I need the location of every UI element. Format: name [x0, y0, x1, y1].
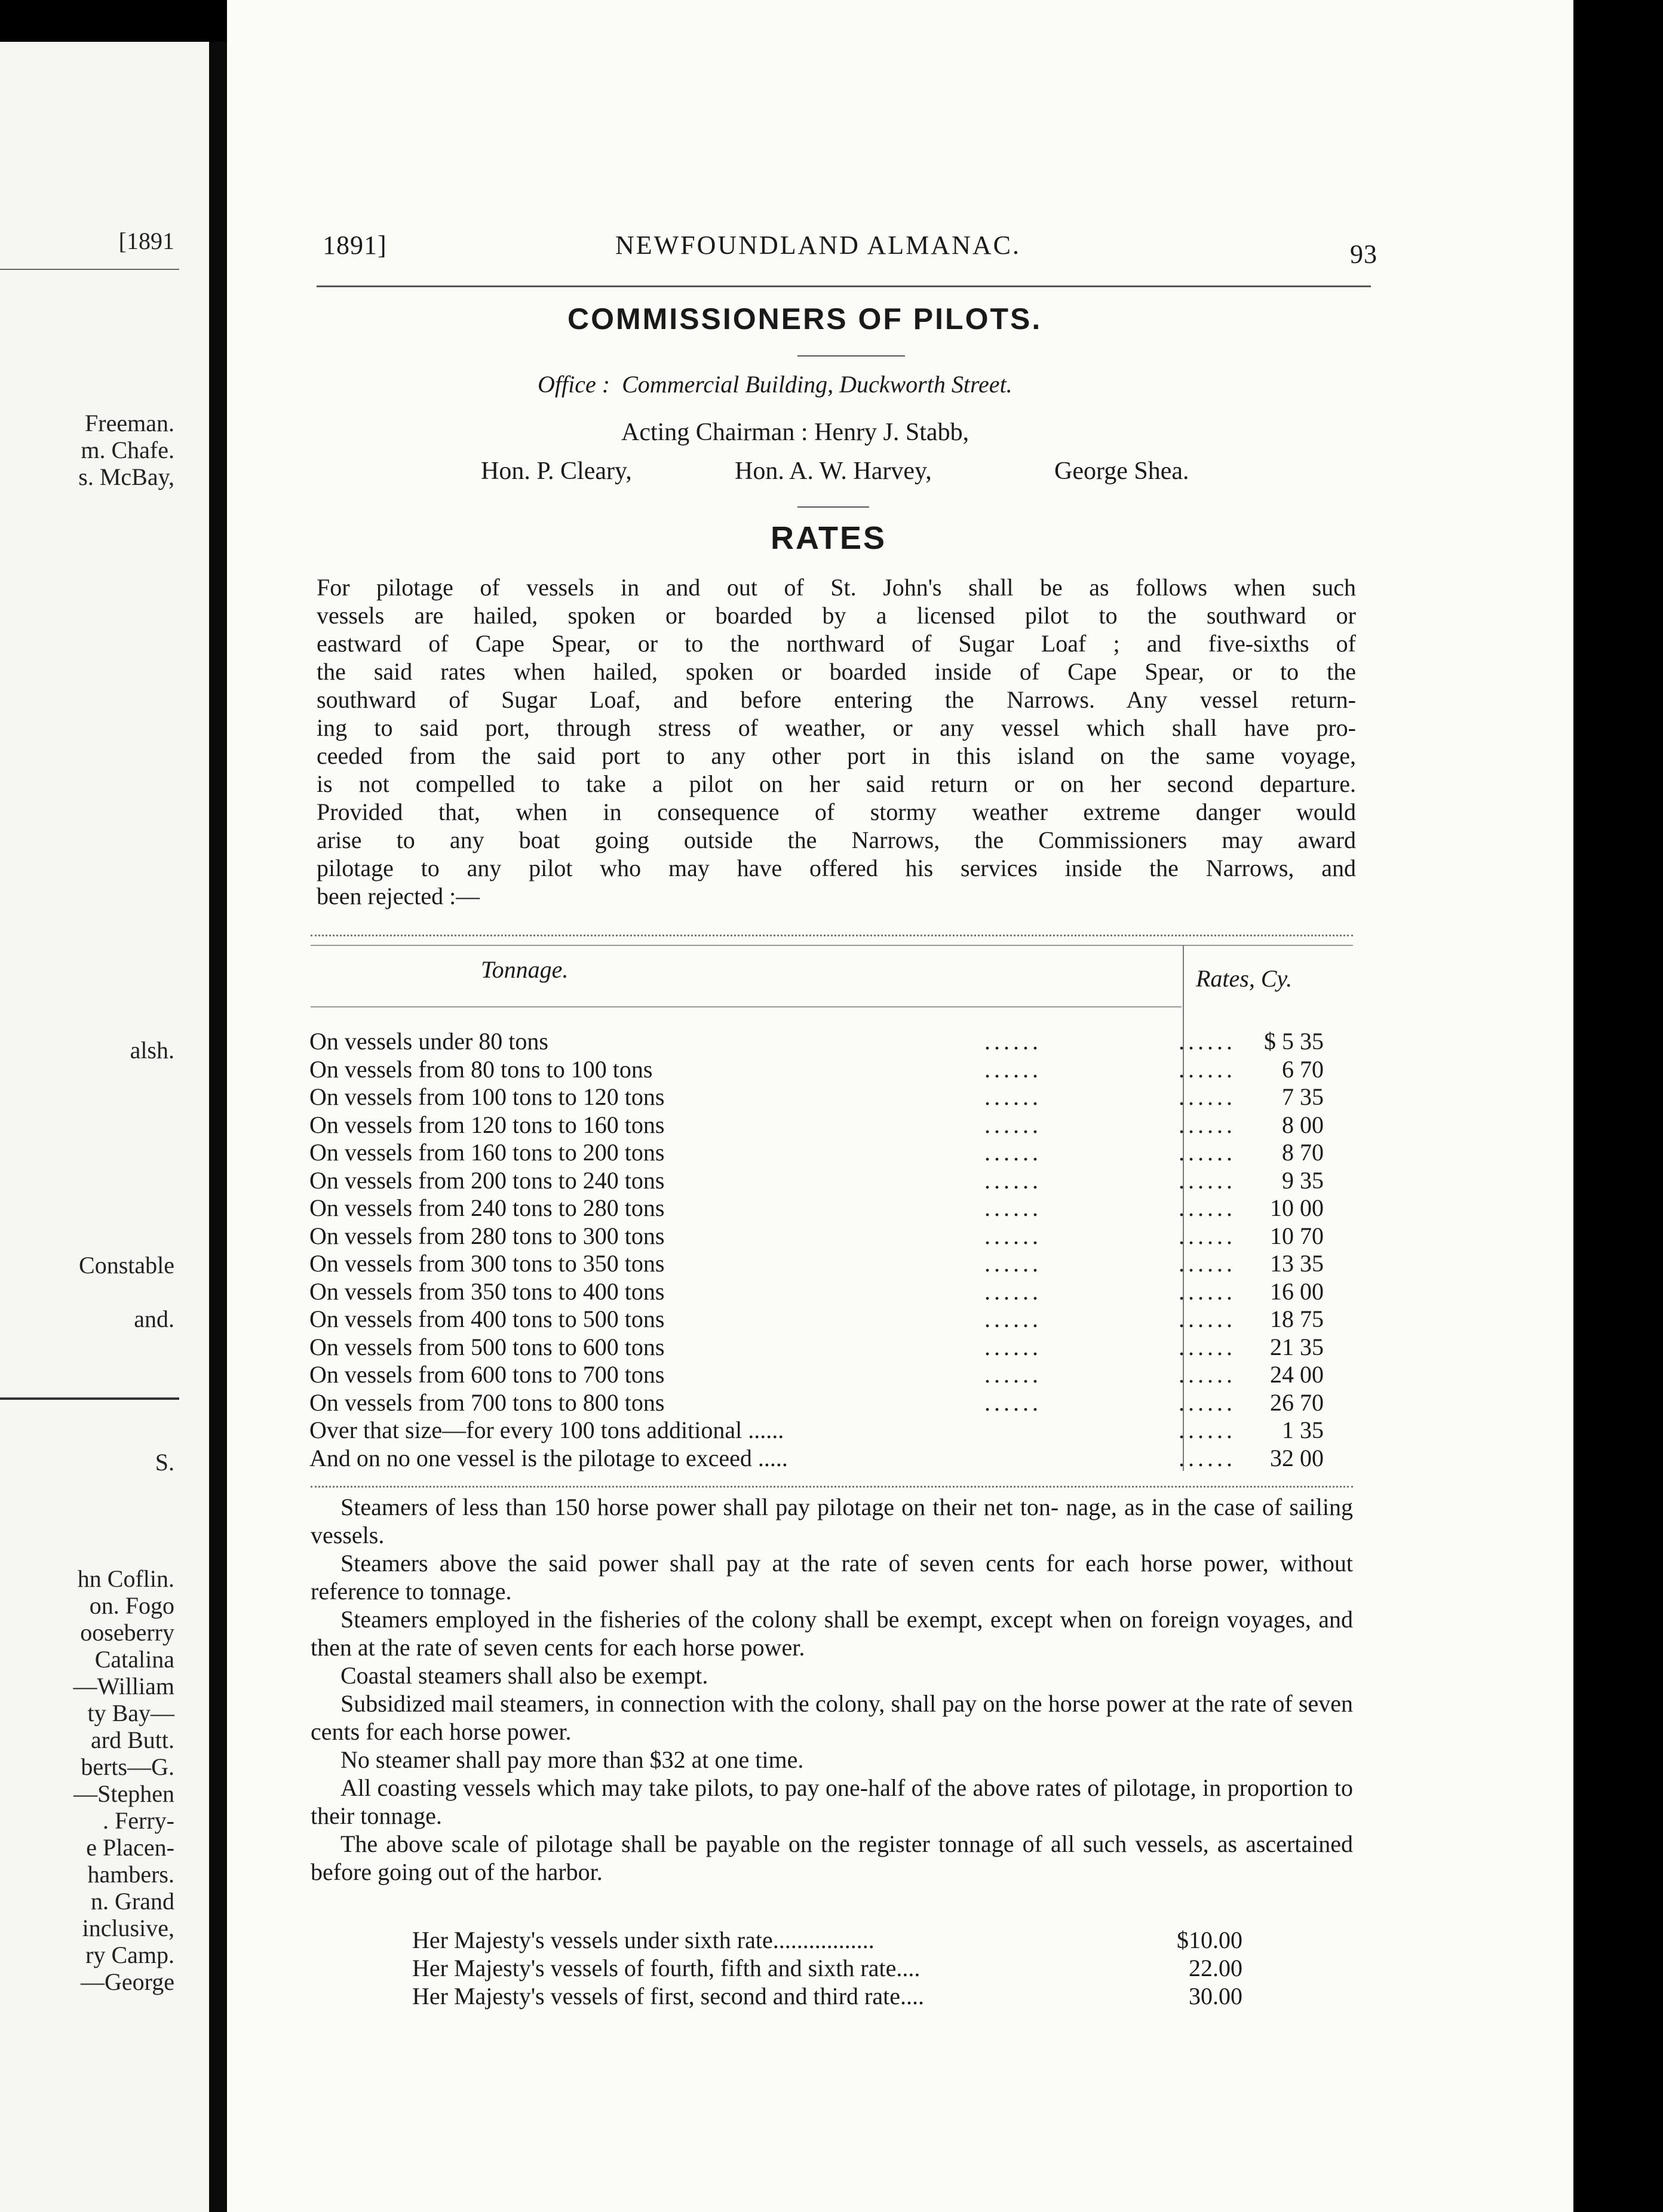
dot-leader: ...... [984, 1250, 1042, 1277]
dot-leader: ...... [1179, 1139, 1236, 1166]
previous-page-line: —Stephen [73, 1780, 174, 1807]
rate-row-tonnage: On vessels from 120 tons to 160 tons [309, 1111, 665, 1138]
section-title: COMMISSIONERS OF PILOTS. [567, 302, 1042, 336]
rate-row-amount: 8 00 [1282, 1111, 1324, 1138]
rate-row [309, 1111, 1350, 1138]
dot-leader: ...... [1179, 1194, 1236, 1221]
intro-line: been rejected :— [317, 883, 480, 910]
previous-page-line: inclusive, [82, 1915, 174, 1941]
dot-leader: ...... [1179, 1250, 1236, 1277]
previous-page-line: S. [155, 1449, 174, 1476]
acting-chairman: Acting Chairman : Henry J. Stabb, [621, 419, 969, 446]
rate-row-amount: 21 35 [1270, 1333, 1324, 1360]
rate-row-tonnage: On vessels under 80 tons [309, 1028, 548, 1055]
rate-row-tonnage: On vessels from 240 tons to 280 tons [309, 1194, 665, 1221]
rate-row-amount: 7 35 [1282, 1083, 1324, 1110]
dot-leader: ...... [984, 1028, 1042, 1055]
majesty-rate-label: Her Majesty's vessels of fourth, fifth and sixth rate.... [412, 1955, 921, 1981]
previous-page-line: hambers. [87, 1861, 174, 1888]
dot-leader: ...... [984, 1305, 1042, 1332]
dot-leader: ...... [984, 1277, 1042, 1305]
dot-leader: ...... [1179, 1166, 1236, 1194]
rates-heading: RATES [771, 520, 887, 556]
rate-row-amount: $ 5 35 [1264, 1028, 1324, 1055]
rate-row-tonnage: On vessels from 280 tons to 300 tons [309, 1222, 665, 1249]
rate-row [309, 1388, 1350, 1416]
almanac-page [227, 0, 1573, 2212]
rate-row-tonnage: On vessels from 700 tons to 800 tons [309, 1388, 665, 1416]
rate-row-tonnage: On vessels from 500 tons to 600 tons [309, 1333, 665, 1360]
dot-leader: ...... [984, 1194, 1042, 1221]
table-header-rule [311, 1006, 1182, 1007]
dot-leader: ...... [1179, 1083, 1236, 1110]
office-address: Commercial Building, Duckworth Street. [622, 371, 1012, 398]
rate-row-tonnage: Over that size—for every 100 tons additional ...... [309, 1417, 784, 1443]
previous-page-line: hn Coflin. [77, 1565, 174, 1592]
dot-leader: ...... [1179, 1417, 1236, 1443]
rate-row-tonnage: On vessels from 600 tons to 700 tons [309, 1361, 665, 1388]
dot-leader: ...... [1179, 1277, 1236, 1305]
intro-line: the said rates when hailed, spoken or boarded inside of Cape Spear, or to the [317, 658, 1356, 685]
rate-note: The above scale of pilotage shall be payable on the register tonnage of all such vessels, as ascertained before going out of the harbor. [311, 1830, 1353, 1885]
previous-page-fragment [0, 42, 209, 2212]
majesty-rate-label: Her Majesty's vessels of first, second and third rate.... [412, 1983, 924, 2010]
col-tonnage-header: Tonnage. [481, 956, 569, 983]
previous-page-line: e Placen- [86, 1834, 174, 1861]
rate-row-amount: 18 75 [1270, 1305, 1324, 1332]
majesty-rate-row [412, 1982, 1242, 2010]
rate-row [309, 1138, 1350, 1166]
previous-page-line: Catalina [94, 1646, 174, 1673]
dot-leader: ...... [984, 1388, 1042, 1416]
rate-row-amount: 13 35 [1270, 1250, 1324, 1277]
member-harvey: Hon. A. W. Harvey, [735, 457, 932, 485]
title-underline [797, 355, 905, 357]
rate-row-amount: 16 00 [1270, 1277, 1324, 1305]
page-number: 93 [1350, 239, 1377, 269]
intro-line: arise to any boat going outside the Narrows, the Commissioners may award [317, 827, 1356, 853]
rate-row-amount: 10 00 [1270, 1194, 1324, 1221]
rate-row-tonnage: And on no one vessel is the pilotage to exceed ..... [309, 1444, 788, 1471]
dot-leader: ...... [1179, 1111, 1236, 1138]
rate-row-amount: 24 00 [1270, 1361, 1324, 1388]
previous-page-line: —George [81, 1968, 174, 1995]
intro-line: vessels are hailed, spoken or boarded by a licensed pilot to the southward or [317, 602, 1356, 629]
rate-note: All coasting vessels which may take pilots, to pay one-half of the above rates of pilotage, in proportion to their tonnage. [311, 1774, 1353, 1829]
intro-line: pilotage to any pilot who may have offered his services inside the Narrows, and [317, 855, 1356, 881]
rate-row [309, 1277, 1350, 1305]
rate-row-tonnage: On vessels from 100 tons to 120 tons [309, 1083, 665, 1110]
dot-leader: ...... [1179, 1333, 1236, 1360]
rate-row [309, 1333, 1350, 1360]
rate-row-tonnage: On vessels from 400 tons to 500 tons [309, 1305, 665, 1332]
intro-line: For pilotage of vessels in and out of St. John's shall be as follows when such [317, 574, 1356, 601]
member-shea: George Shea. [1054, 457, 1189, 485]
previous-page-line: . Ferry- [103, 1807, 174, 1834]
previous-page-line: —William [73, 1673, 174, 1700]
intro-line: is not compelled to take a pilot on her said return or on her second departure. [317, 770, 1356, 797]
dot-leader: ...... [1179, 1222, 1236, 1249]
dot-leader: ...... [1179, 1305, 1236, 1332]
rate-note: Steamers of less than 150 horse power shall pay pilotage on their net ton- nage, as in the case of sailing vessels. [311, 1494, 1353, 1549]
previous-page-line: ry Camp. [85, 1941, 174, 1968]
office-label: Office : [538, 371, 610, 398]
intro-line: ing to said port, through stress of weather, or any vessel which shall have pro- [317, 714, 1356, 741]
rate-note: No steamer shall pay more than $32 at one time. [340, 1746, 804, 1773]
dot-leader: ...... [984, 1139, 1042, 1166]
rate-note: Coastal steamers shall also be exempt. [340, 1662, 708, 1689]
rate-row [309, 1166, 1350, 1194]
rate-row-amount: 26 70 [1270, 1388, 1324, 1416]
header-rule [317, 285, 1371, 287]
dot-leader: ...... [1179, 1361, 1236, 1388]
dot-leader: ...... [1179, 1028, 1236, 1055]
table-top-rule-2 [311, 945, 1353, 946]
rate-row [309, 1249, 1350, 1277]
rate-row-amount: 8 70 [1282, 1139, 1324, 1166]
rate-row-tonnage: On vessels from 300 tons to 350 tons [309, 1250, 665, 1277]
dot-leader: ...... [984, 1083, 1042, 1110]
rate-note: Steamers above the said power shall pay at the rate of seven cents for each horse power, without reference to tonnage. [311, 1550, 1353, 1605]
rate-row [309, 1027, 1350, 1055]
intro-line: ceeded from the said port to any other port in this island on the same voyage, [317, 742, 1356, 769]
book-gutter [209, 42, 227, 2212]
dot-leader: ...... [1179, 1055, 1236, 1083]
majesty-rate-row [412, 1954, 1242, 1981]
running-head-title: NEWFOUNDLAND ALMANAC. [615, 231, 1021, 260]
previous-page-line: s. McBay, [78, 463, 174, 490]
intro-line: Provided that, when in consequence of stormy weather extreme danger would [317, 798, 1356, 825]
rates-notes [311, 1493, 1353, 1886]
dot-leader: ...... [984, 1055, 1042, 1083]
previous-page-line: Freeman. [85, 410, 174, 437]
majesty-rate-value: 30.00 [1189, 1983, 1242, 2010]
rate-row [309, 1222, 1350, 1249]
rate-note: Steamers employed in the fisheries of the colony shall be exempt, except when on foreign voyages, and then at the rate of seven cents for each horse power. [311, 1606, 1353, 1661]
rate-row [309, 1444, 1350, 1471]
rate-row-tonnage: On vessels from 80 tons to 100 tons [309, 1055, 653, 1083]
rate-row-amount: 32 00 [1270, 1444, 1324, 1471]
rate-row-amount: 10 70 [1270, 1222, 1324, 1249]
dot-leader: ...... [1179, 1388, 1236, 1416]
dot-leader: ...... [984, 1361, 1042, 1388]
rates-divider [797, 506, 869, 508]
running-head-year: 1891] [323, 231, 387, 260]
previous-page-section-rule [0, 1397, 179, 1400]
majesty-rate-value: 22.00 [1189, 1955, 1242, 1981]
rate-row [309, 1416, 1350, 1443]
office-line [538, 370, 1012, 398]
rate-row [309, 1055, 1350, 1083]
previous-page-line: and. [134, 1305, 174, 1332]
rate-row-amount: 6 70 [1282, 1055, 1324, 1083]
rate-row [309, 1194, 1350, 1221]
rate-row-tonnage: On vessels from 160 tons to 200 tons [309, 1139, 665, 1166]
previous-page-header-rule [0, 269, 179, 270]
previous-page-line: on. Fogo [89, 1592, 174, 1619]
previous-page-line: alsh. [130, 1037, 174, 1064]
dot-leader: ...... [984, 1333, 1042, 1360]
rate-row [309, 1305, 1350, 1332]
dot-leader: ...... [984, 1166, 1042, 1194]
rate-row [309, 1360, 1350, 1388]
member-cleary: Hon. P. Cleary, [481, 457, 632, 485]
previous-page-line: Constable [79, 1252, 174, 1279]
previous-page-header-year: [1891 [118, 228, 174, 254]
table-top-rule [311, 935, 1353, 936]
dot-leader: ...... [984, 1111, 1042, 1138]
rate-row-amount: 9 35 [1282, 1166, 1324, 1194]
majesty-rate-row [412, 1926, 1242, 1953]
rate-row-amount: 1 35 [1282, 1417, 1324, 1443]
previous-page-line: m. Chafe. [81, 437, 174, 463]
table-bottom-rule [311, 1486, 1353, 1488]
majesty-rate-label: Her Majesty's vessels under sixth rate................. [412, 1927, 875, 1953]
rate-note: Subsidized mail steamers, in connection with the colony, shall pay on the horse power at the rate of seven cents for each horse power. [311, 1690, 1353, 1745]
dot-leader: ...... [984, 1222, 1042, 1249]
rate-row-tonnage: On vessels from 200 tons to 240 tons [309, 1166, 665, 1194]
previous-page-line: ard Butt. [91, 1726, 174, 1753]
rate-row [309, 1083, 1350, 1110]
previous-page-line: ty Bay— [87, 1700, 174, 1726]
previous-page-line: ooseberry [80, 1619, 174, 1646]
intro-line: eastward of Cape Spear, or to the northward of Sugar Loaf ; and five-sixths of [317, 630, 1356, 657]
majesty-rate-value: $10.00 [1177, 1927, 1242, 1953]
col-rates-header: Rates, Cy. [1196, 965, 1293, 992]
rate-row-tonnage: On vessels from 350 tons to 400 tons [309, 1277, 665, 1305]
previous-page-line: n. Grand [91, 1888, 174, 1915]
intro-line: southward of Sugar Loaf, and before entering the Narrows. Any vessel return- [317, 686, 1356, 713]
previous-page-line: berts—G. [81, 1753, 174, 1780]
dot-leader: ...... [1179, 1444, 1236, 1471]
